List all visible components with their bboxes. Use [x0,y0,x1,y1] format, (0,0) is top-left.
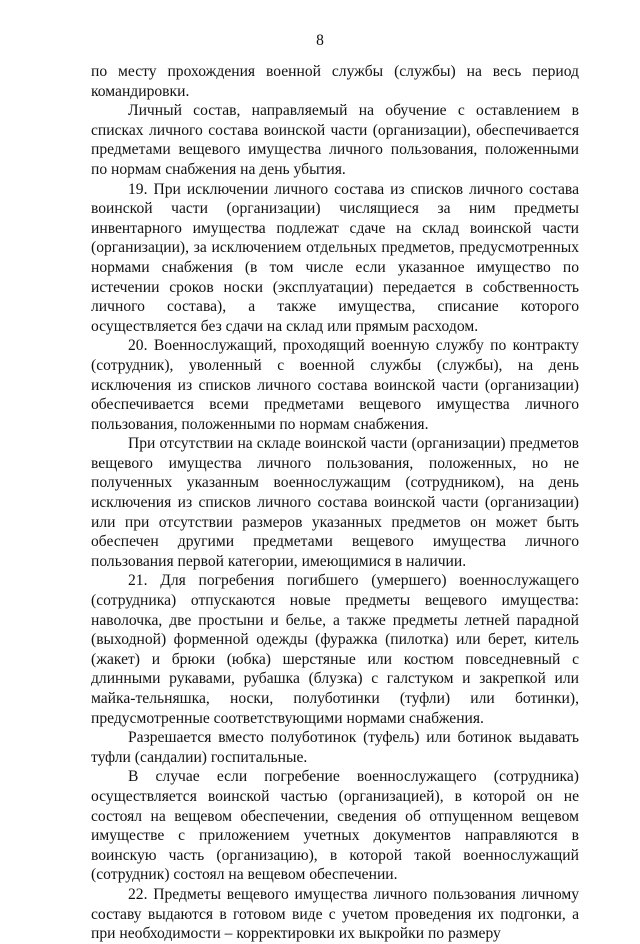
paragraph-clause-20: 20. Военнослужащий, проходящий военную службу по контракту (сотрудник), уволенный с военной службы (службы), на день исключения из списков личного состава воинской части (организации) обеспечивается всеми предметами вещевого имущества личного пользования, положенными по нормам снабжения. [91,337,579,433]
paragraph-clause-21: 21. Для погребения погибшего (умершего) военнослужащего (сотрудника) отпускаются новые предметы вещевого имущества: наволочка, две простыни и белье, а также предметы летней парадной (выходной) форменной одежды (фуражка (пилотка) или берет, китель (жакет) и брюки (юбка) шерстяные или костюм повседневный с длинными рукавами, рубашка (блузка) с галстуком и закрепкой или майка-тельняшка, носки, полуботинки (туфли) или ботинки), предусмотренные соответствующими нормами снабжения. [91,572,579,727]
paragraph: Разрешается вместо полуботинок (туфель) или ботинок выдавать туфли (сандалии) госпитальные. [91,729,579,766]
paragraph-clause-22: 22. Предметы вещевого имущества личного пользования личному составу выдаются в готовом виде с учетом проведения их подгонки, а при необходимости – корректировки их выкройки по размеру [91,885,579,943]
paragraph-clause-19: 19. При исключении личного состава из списков личного состава воинской части (организации) числящиеся за ним предметы инвентарного имущества подлежат сдаче на склад воинской части (организации), за исключением отдельных предметов, предусмотренных нормами снабжения (в том числе если указанное имущество по истечении сроков носки (эксплуатации) передается в собственность личного состава), а также имущества, списание которого осуществляется без сдачи на склад или прямым расходом. [91,180,579,335]
paragraph: При отсутствии на складе воинской части (организации) предметов вещевого имущества личного пользования, положенных, но не полученных указанным военнослужащим (сотрудником), на день исключения из списков личного состава воинской части (организации) или при отсутствии размеров указанных предметов он может быть обеспечен другими предметами вещевого имущества личного пользования первой категории, имеющимися в наличии. [91,435,579,570]
paragraph: В случае если погребение военнослужащего (сотрудника) осуществляется воинской частью (организацией), в которой он не состоял на вещевом обеспечении, сведения об отпущенном вещевом имуществе с приложением учетных документов направляются в воинскую часть (организацию), в которой такой военнослужащий (сотрудник) состоял на вещевом обеспечении. [91,768,579,884]
paragraph-continuation: по месту прохождения военной службы (службы) на весь период командировки. [91,63,579,100]
page-number: 8 [316,32,324,49]
document-body [91,62,579,944]
paragraph: Личный состав, направляемый на обучение с оставлением в списках личного состава воинской части (организации), обеспечивается предметами вещевого имущества личного пользования, положенными по нормам снабжения на день убытия. [91,102,579,178]
